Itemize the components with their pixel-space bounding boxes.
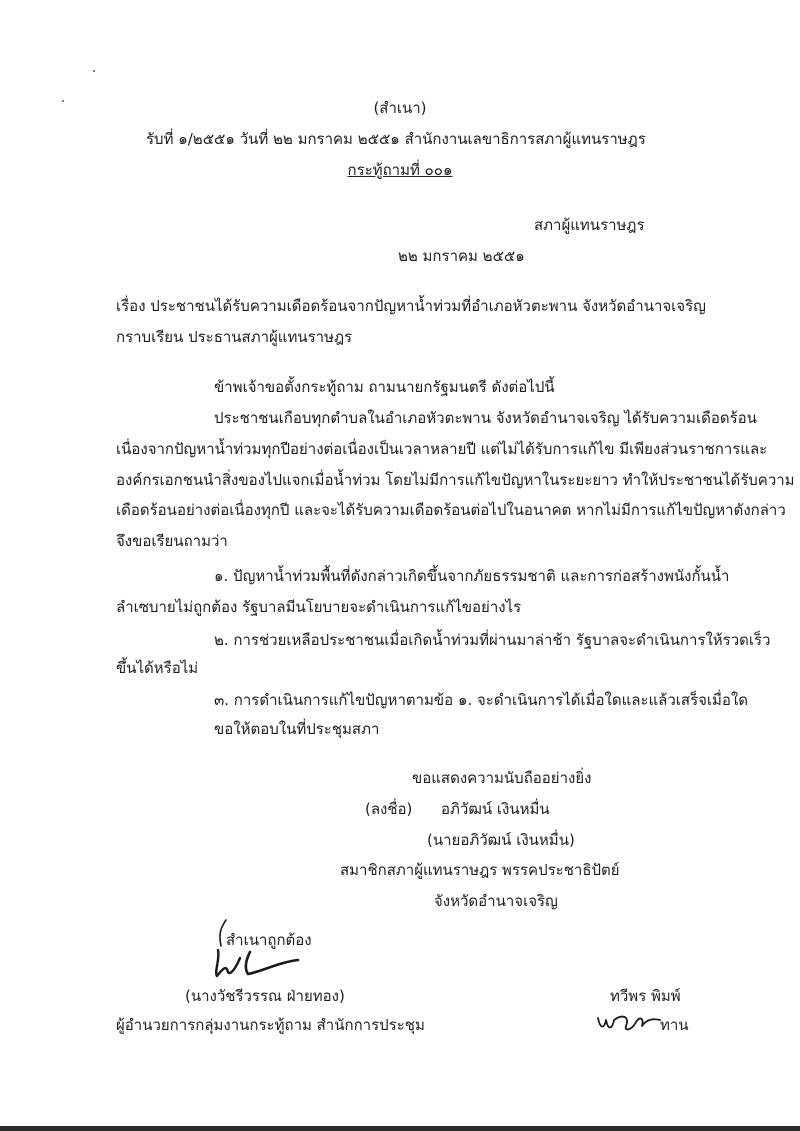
- checker-initials: [596, 1008, 662, 1036]
- signed-marker: (ลงชื่อ): [365, 800, 413, 818]
- member-position: สมาชิกสภาผู้แทนราษฎร พรรคประชาธิปัตย์: [340, 861, 620, 879]
- question-3-line-1: ๓. การดำเนินการแก้ไขปัญหาตามข้อ ๑. จะดำเนินการได้เมื่อใดและแล้วเสร็จเมื่อใด: [214, 691, 749, 709]
- salutation: กราบเรียน ประธานสภาผู้แทนราษฎร: [116, 328, 353, 346]
- question-1-line-1: ๑. ปัญหาน้ำท่วมพื้นที่ดังกล่าวเกิดขึ้นจากภัยธรรมชาติ และการก่อสร้างพนังกั้นน้ำ: [214, 567, 730, 585]
- question-2-line-1: ๒. การช่วยเหลือประชาชนเมื่อเกิดน้ำท่วมที่ผ่านมาล่าช้า รัฐบาลจะดำเนินการให้รวดเร็ว: [214, 631, 771, 649]
- body-intro: ข้าพเจ้าขอตั้งกระทู้ถาม ถามนายกรัฐมนตรี ดังต่อไปนี้: [214, 378, 555, 396]
- closing-regards: ขอแสดงความนับถืออย่างยิ่ง: [412, 769, 592, 787]
- question-2-line-2: ขึ้นได้หรือไม่: [116, 659, 199, 677]
- body-para-line: เดือดร้อนอย่างต่อเนื่องทุกปี และจะได้รับความเดือดร้อนต่อไปในอนาคต หากไม่มีการแก้ไขปัญหาดังกล่าว: [116, 501, 786, 519]
- question-number: กระทู้ถามที่ ๐๐๑: [347, 161, 453, 179]
- subject-line: เรื่อง ประชาชนได้รับความเดือดร้อนจากปัญหาน้ำท่วมที่อำเภอหัวตะพาน จังหวัดอำนาจเจริญ: [116, 297, 706, 315]
- checker-line: ทาน: [660, 1016, 689, 1034]
- printed-name: (นายอภิวัฒน์ เงินหมื่น): [427, 831, 575, 849]
- copy-mark: (สำเนา): [373, 99, 427, 117]
- certifier-name: (นางวัชรีวรรณ ฝ่ายทอง): [185, 987, 345, 1005]
- certifier-title: ผู้อำนวยการกลุ่มงานกระทู้ถาม สำนักการประชุม: [116, 1016, 425, 1034]
- signed-name: อภิวัฒน์ เงินหมื่น: [441, 800, 550, 818]
- body-para-line: ประชาชนเกือบทุกตำบลในอำเภอหัวตะพาน จังหวัดอำนาจเจริญ ได้รับความเดือดร้อน: [214, 409, 757, 427]
- member-province: จังหวัดอำนาจเจริญ: [434, 892, 558, 910]
- handwritten-signature: [210, 946, 310, 980]
- typist-line: ทวีพร พิมพ์: [610, 987, 681, 1005]
- scan-bottom-edge: [0, 1126, 800, 1131]
- certified-copy-label: สำเนาถูกต้อง: [226, 931, 312, 949]
- origin-place: สภาผู้แทนราษฎร: [534, 216, 645, 234]
- scan-speck: [93, 70, 95, 72]
- closing-request: ขอให้ตอบในที่ประชุมสภา: [214, 720, 380, 738]
- receipt-line: รับที่ ๑/๒๕๕๑ วันที่ ๒๒ มกราคม ๒๕๕๑ สำนักงานเลขาธิการสภาผู้แทนราษฎร: [146, 130, 646, 148]
- body-para-line: จึงขอเรียนถามว่า: [116, 532, 228, 550]
- question-1-line-2: ลำเซบายไม่ถูกต้อง รัฐบาลมีนโยบายจะดำเนินการแก้ไขอย่างไร: [116, 598, 522, 616]
- body-para-line: องค์กรเอกชนนำสิ่งของไปแจกเมื่อน้ำท่วม โดยไม่มีการแก้ไขปัญหาในระยะยาว ทำให้ประชาชนได้รับความ: [116, 471, 795, 489]
- origin-date: ๒๒ มกราคม ๒๕๕๑: [398, 247, 525, 265]
- body-para-line: เนื่องจากปัญหาน้ำท่วมทุกปีอย่างต่อเนื่องเป็นเวลาหลายปี แต่ไม่ได้รับการแก้ไข มีเพียงส่วนราชการและ: [116, 440, 768, 458]
